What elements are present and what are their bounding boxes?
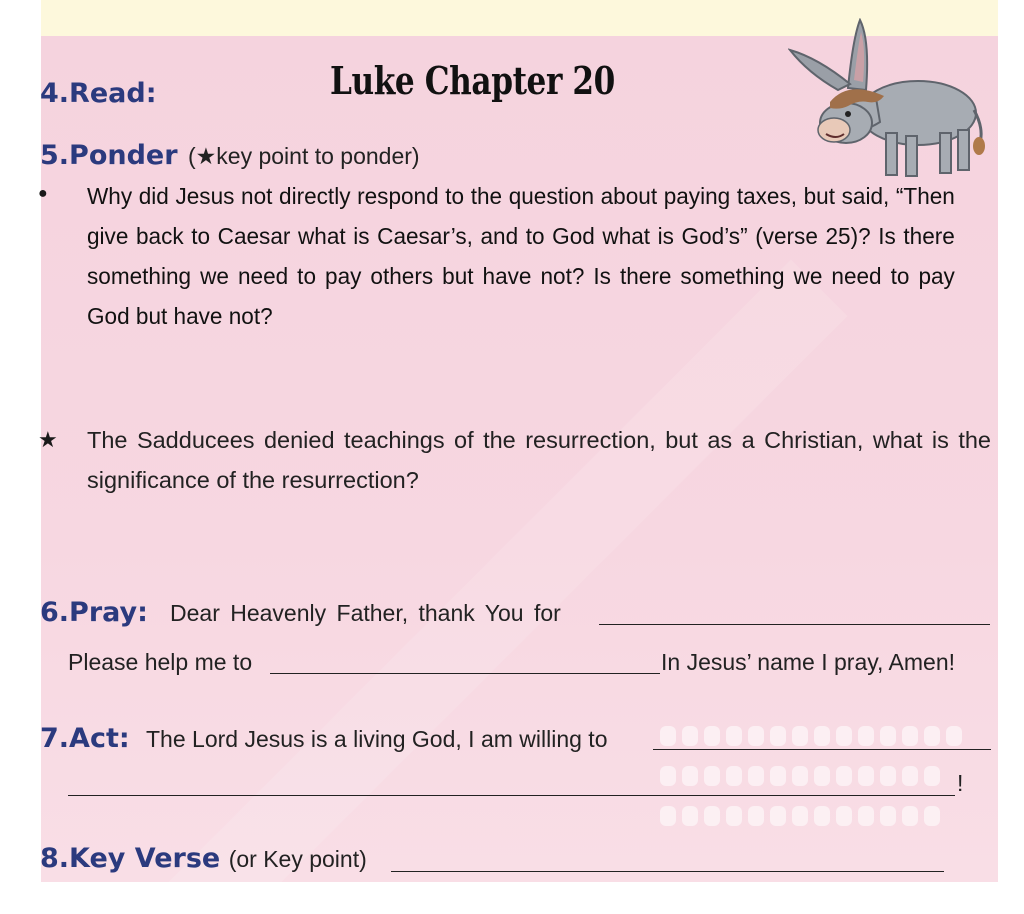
pray-help-blank[interactable] [270, 673, 660, 674]
act-text: The Lord Jesus is a living God, I am willing to [146, 726, 608, 752]
act-blank-1[interactable] [653, 749, 991, 750]
key-verse-row [40, 843, 367, 874]
star-icon: ★ [38, 427, 58, 452]
decorative-dots-row-3 [660, 806, 940, 826]
page-title: Luke Chapter 20 [330, 58, 615, 103]
ponder-heading: 5.Ponder [40, 140, 178, 171]
decorative-dots-row-1 [660, 726, 962, 746]
pray-text-2: Please help me to [68, 649, 253, 675]
act-heading: 7.Act: [40, 723, 130, 754]
pray-thanks-blank[interactable] [599, 624, 990, 625]
key-verse-blank[interactable] [391, 871, 944, 872]
act-exclamation: ! [957, 770, 964, 796]
pray-heading: 6.Pray: [40, 597, 148, 628]
key-verse-heading: 8.Key Verse [40, 843, 221, 874]
key-verse-hint: (or Key point) [228, 846, 367, 872]
ponder-hint: (★key point to ponder) [188, 143, 420, 169]
bullet-icon: ● [38, 185, 48, 202]
decorative-dots-row-2 [660, 766, 940, 786]
pray-text-3: In Jesus’ name I pray, Amen! [661, 649, 956, 675]
pray-text-1: Dear Heavenly Father, thank You for [170, 600, 561, 626]
act-blank-2[interactable] [68, 795, 955, 796]
ponder-heading-row [40, 140, 420, 171]
read-heading: 4.Read: [40, 78, 157, 109]
donkey-icon [788, 18, 988, 188]
decorative-streak [155, 260, 848, 882]
ponder-question-2: The Sadducees denied teachings of the resurrection, but as a Christian, what is the significance of the resurrection? [87, 427, 991, 493]
ponder-question-1: Why did Jesus not directly respond to the question about paying taxes, but said, “Then give back to Caesar what is Caesar’s, and to God what is God’s” (verse 25)? Is there something we need to pay others but have not? Is there something we need to pay God but have not? [87, 183, 955, 329]
